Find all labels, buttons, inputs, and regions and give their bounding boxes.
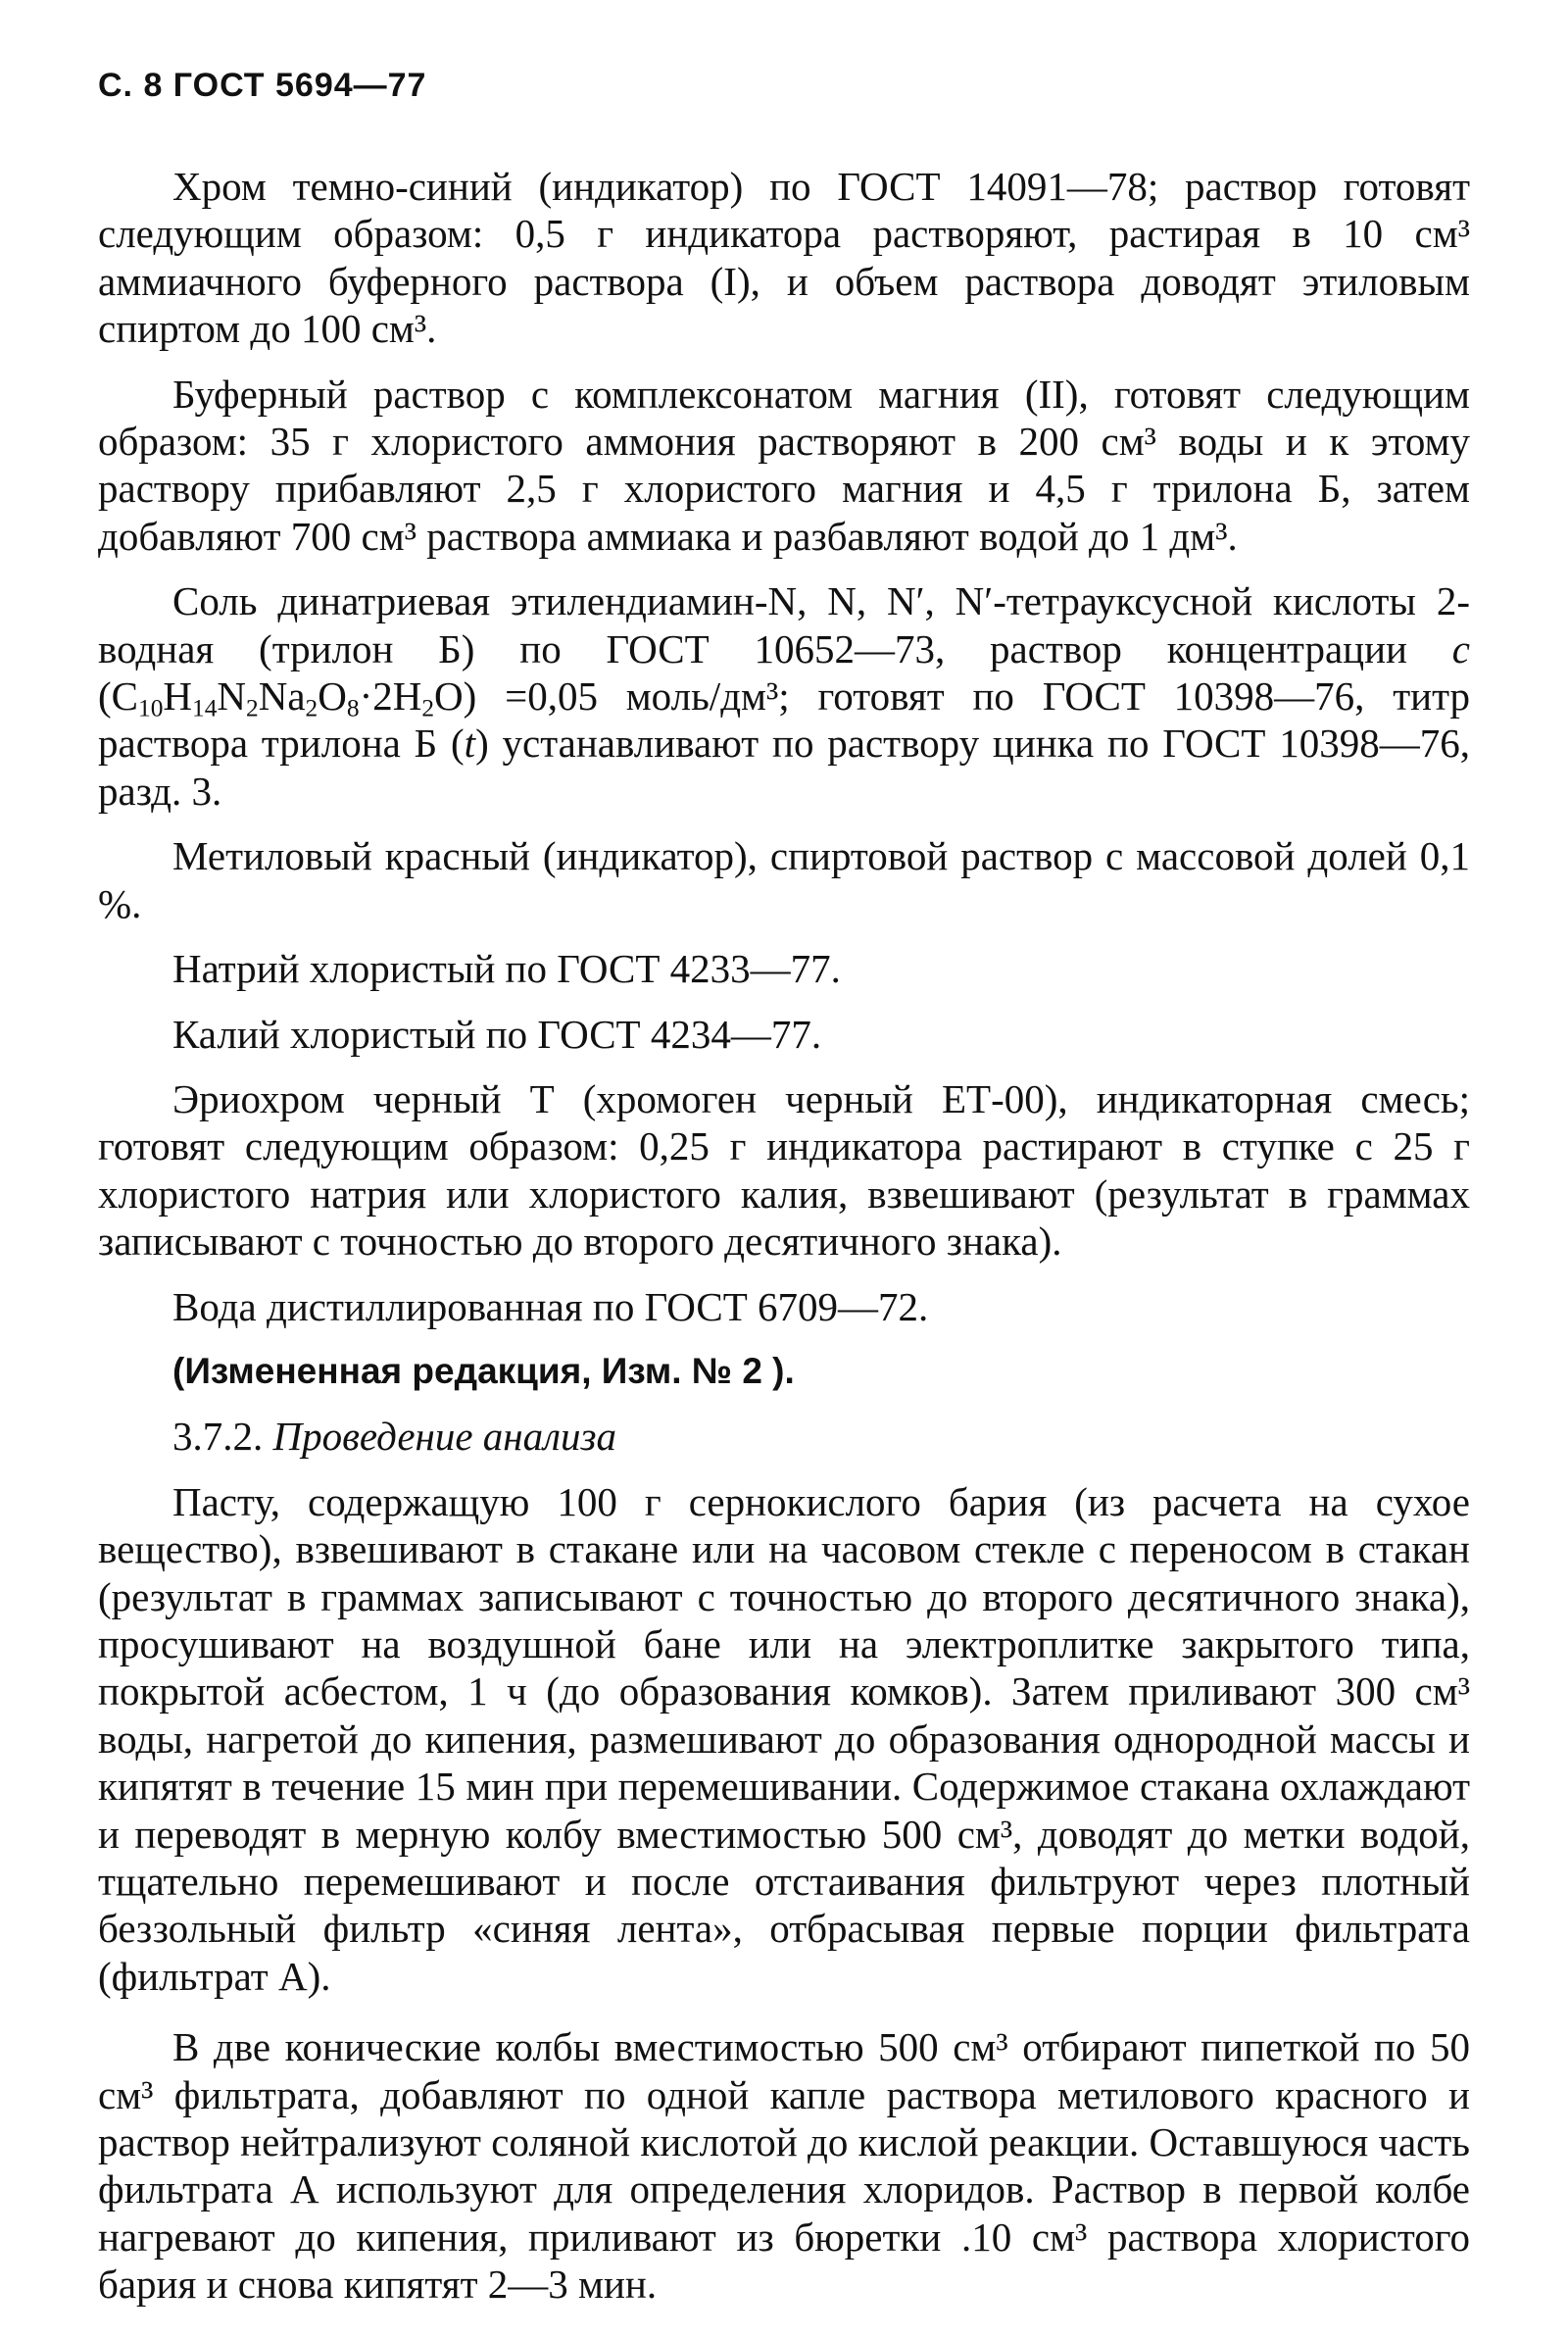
document-page — [98, 69, 1470, 2309]
concentration-symbol: c — [1451, 625, 1470, 671]
paragraph-buffer-solution: Буферный раствор с комплексонатом магния (II), готовят следующим образом: 35 г хлористого аммония растворяют в 200 см³ воды и к этому раствору прибавляют 2,5 г хлористого магния и 4,5 г трилона Б, затем добавляют 700 см³ раствора аммиака и разбавляют водой до 1 дм³. — [98, 371, 1470, 559]
paragraph-flask-procedure: В две конические колбы вместимостью 500 см³ отбирают пипеткой по 50 см³ фильтрата, добавляют по одной капле раствора метилового красного и раствор нейтрализуют соляной кислотой до кислой реакции. Оставшуюся часть фильтрата А используют для определения хлоридов. Раствор в первой колбе нагревают до кипения, приливают из бюретки .10 см³ раствора хлористого бария и снова кипятят 2—3 мин. — [98, 2024, 1470, 2308]
formula-text: O) =0,05 моль/дм³; готовят по ГОСТ 10398—76, титр раствора трилона Б ( — [98, 673, 1470, 767]
formula-text: H — [163, 673, 193, 720]
paragraph-text: Соль динатриевая этилендиамин-N, N, N′, N′-тетрауксусной кислоты 2-водная (трилон Б) по ГОСТ 10652—73, раствор концентрации — [98, 578, 1470, 671]
amendment-note: (Измененная редакция, Изм. № 2 ). — [172, 1350, 795, 1391]
formula-text: ·2H — [359, 673, 422, 720]
formula-subscript: 8 — [346, 694, 360, 722]
document-body — [98, 163, 1470, 2309]
page-header: С. 8 ГОСТ 5694—77 — [98, 67, 427, 104]
formula-text: (C — [98, 673, 138, 720]
formula-text: N — [217, 673, 247, 720]
formula-subscript: 2 — [246, 694, 259, 722]
formula-subscript: 14 — [192, 694, 218, 722]
formula-subscript: 10 — [138, 694, 164, 722]
paragraph-methyl-red: Метиловый красный (индикатор), спиртовой раствор с массовой долей 0,1 %. — [98, 833, 1470, 926]
section-title: Проведение анализа — [272, 1414, 617, 1460]
section-number: 3.7.2. — [172, 1414, 273, 1460]
paragraph-chrome-indicator: Хром темно-синий (индикатор) по ГОСТ 14091—78; раствор готовят следующим образом: 0,5 г индикатора растворяют, растирая в 10 см³ аммиачного буферного раствора (I), и объем раствора доводят этиловым спиртом до 100 см³. — [98, 164, 1470, 352]
formula-text: O — [318, 673, 347, 720]
paragraph-sodium-chloride: Натрий хлористый по ГОСТ 4233—77. — [172, 946, 841, 992]
formula-text: Na — [258, 673, 306, 720]
formula-subscript: 2 — [421, 694, 435, 722]
paragraph-paste-procedure: Пасту, содержащую 100 г сернокислого бария (из расчета на сухое вещество), взвешивают в стакане или на часовом стекле с переносом в стакан (результат в граммах записывают с точностью до второго десятичного знака), просушивают на воздушной бане или на электроплитке закрытого типа, покрытой асбестом, 1 ч (до образования комков). Затем приливают 300 см³ воды, нагретой до кипения, размешивают до образования однородной массы и кипятят в течение 15 мин при перемешивании. Содержимое стакана охлаждают и переводят в мерную колбу вместимостью 500 см³, доводят до метки водой, тщательно перемешивают и после отстаивания фильтруют через плотный беззольный фильтр «синяя лента», отбрасывая первые порции фильтрата (фильтрат А). — [98, 1478, 1470, 1999]
titer-symbol: t — [464, 721, 476, 767]
paragraph-potassium-chloride: Калий хлористый по ГОСТ 4234—77. — [172, 1011, 822, 1057]
paragraph-eriochrome-black: Эриохром черный Т (хромоген черный ЕТ-00), индикаторная смесь; готовят следующим образом: 0,25 г индикатора растирают в ступке с 25 г хлористого натрия или хлористого калия, взвешивают (результат в граммах записывают с точностью до второго десятичного знака). — [98, 1075, 1470, 1265]
section-heading — [98, 1413, 1470, 1460]
paragraph-distilled-water: Вода дистиллированная по ГОСТ 6709—72. — [172, 1283, 929, 1329]
paragraph-text: ) устанавливают по раствору цинка по ГОСТ 10398—76, разд. 3. — [98, 721, 1470, 814]
paragraph-trilon-b — [98, 577, 1470, 815]
formula-subscript: 2 — [305, 694, 318, 722]
